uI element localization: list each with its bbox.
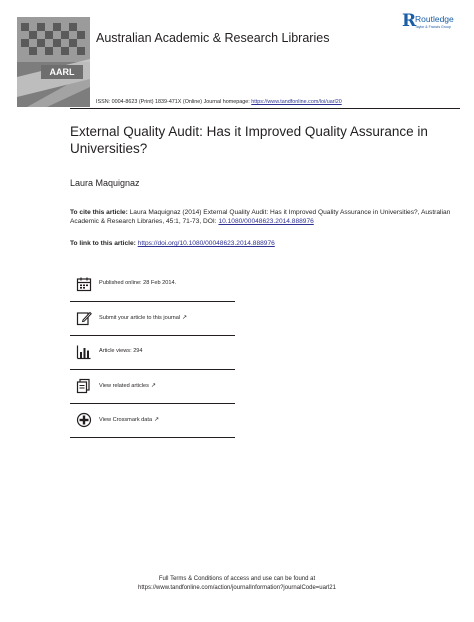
- submit-article-row[interactable]: [70, 302, 235, 336]
- crossmark-text[interactable]: View Crossmark data: [99, 417, 153, 423]
- footer: [0, 575, 474, 592]
- routledge-logo[interactable]: [402, 13, 462, 37]
- cover-label: AARL: [49, 67, 75, 77]
- related-articles-icon: [76, 378, 92, 394]
- header-divider: [70, 108, 460, 109]
- submit-article-label[interactable]: [99, 314, 187, 321]
- crossmark-label[interactable]: [99, 416, 159, 423]
- published-online-label: Published online: 28 Feb 2014.: [99, 280, 177, 286]
- issn-text: ISSN: 0004-8623 (Print) 1839-471X (Online) Journal homepage:: [96, 99, 250, 105]
- publisher-tagline: Taylor & Francis Group: [415, 25, 451, 29]
- journal-homepage-link[interactable]: https://www.tandfonline.com/loi/uarl20: [251, 99, 342, 105]
- bar-chart-icon: [76, 344, 92, 360]
- article-title: External Quality Audit: Has it Improved Quality Assurance in Universities?: [70, 124, 428, 156]
- submit-article-text[interactable]: Submit your article to this journal: [99, 315, 181, 321]
- article-actions: [70, 268, 235, 438]
- edit-icon: [76, 310, 92, 326]
- related-articles-text[interactable]: View related articles: [99, 383, 149, 389]
- citation-doi-link[interactable]: 10.1080/00048623.2014.888976: [218, 218, 314, 226]
- published-online-row: [70, 268, 235, 302]
- calendar-icon: [76, 276, 92, 292]
- crossmark-icon: [76, 412, 92, 428]
- article-link-line: [70, 240, 275, 247]
- citation-label: To cite this article:: [70, 209, 128, 216]
- external-link-icon: ↗: [154, 417, 160, 423]
- article-author: Laura Maquignaz: [70, 178, 140, 188]
- crossmark-row[interactable]: [70, 404, 235, 438]
- related-articles-label[interactable]: [99, 382, 156, 389]
- footer-terms-text: Full Terms & Conditions of access and use can be found at: [158, 576, 316, 582]
- routledge-r-icon: R: [402, 11, 417, 31]
- external-link-icon: ↗: [182, 315, 188, 321]
- article-views-row: [70, 336, 235, 370]
- link-label: To link to this article:: [70, 240, 136, 247]
- journal-title: Australian Academic & Research Libraries: [96, 31, 330, 45]
- citation-block: [70, 208, 465, 226]
- article-views-label: Article views: 294: [99, 348, 143, 354]
- footer-terms-link[interactable]: https://www.tandfonline.com/action/journalInformation?journalCode=uarl21: [138, 584, 336, 591]
- issn-line: [96, 99, 342, 105]
- article-doi-link[interactable]: https://doi.org/10.1080/00048623.2014.888976: [137, 240, 275, 247]
- journal-cover-image: [17, 17, 90, 107]
- publisher-name: Routledge: [415, 14, 454, 24]
- related-articles-row[interactable]: [70, 370, 235, 404]
- citation-text: Laura Maquignaz (2014) External Quality Audit: Has it Improved Quality Assurance in Universities?, Australian Academic & Research Libraries, 45:1, 71-73, DOI:: [70, 209, 451, 226]
- external-link-icon: ↗: [150, 383, 156, 389]
